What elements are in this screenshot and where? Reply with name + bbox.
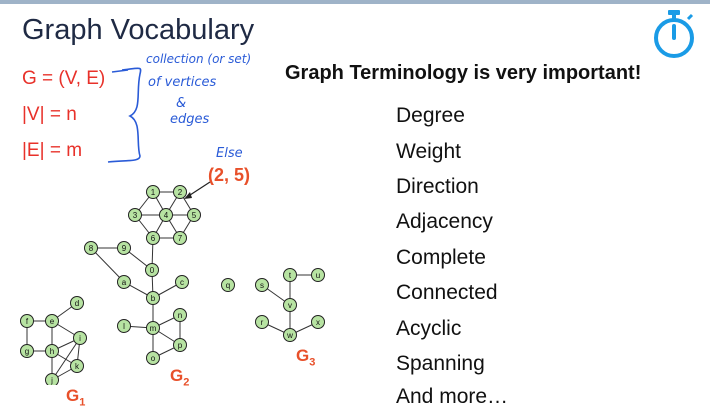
definition-edge-count: |E| = m bbox=[22, 140, 83, 161]
graph-node bbox=[147, 292, 160, 305]
graph-node bbox=[146, 264, 159, 277]
svg-text:h: h bbox=[49, 347, 55, 356]
annotation-of-vertices: of vertices bbox=[148, 75, 217, 90]
edge-pair-label: (2, 5) bbox=[208, 165, 251, 185]
top-rule bbox=[0, 0, 710, 4]
svg-text:7: 7 bbox=[177, 234, 183, 243]
graph-node bbox=[46, 315, 59, 328]
annotation-edges: edges bbox=[170, 112, 210, 127]
graph-node bbox=[46, 374, 59, 386]
svg-text:8: 8 bbox=[88, 244, 94, 253]
graph-node bbox=[176, 276, 189, 289]
graph-node bbox=[147, 352, 160, 365]
svg-text:b: b bbox=[150, 294, 156, 303]
term-complete: Complete bbox=[396, 246, 486, 269]
graph-node bbox=[222, 279, 235, 292]
graph-node bbox=[46, 345, 59, 358]
svg-text:g: g bbox=[24, 347, 30, 356]
graph-node bbox=[312, 316, 325, 329]
graph-label-g3: $G_3$ bbox=[296, 346, 316, 369]
svg-text:2: 2 bbox=[177, 188, 183, 197]
graph-node bbox=[74, 332, 87, 345]
graph-node bbox=[160, 209, 173, 222]
term-adjacency: Adjacency bbox=[396, 210, 493, 233]
term-spanning: Spanning bbox=[396, 352, 485, 375]
graph-node bbox=[71, 297, 84, 310]
svg-text:3: 3 bbox=[132, 211, 138, 220]
svg-text:4: 4 bbox=[163, 211, 169, 220]
graph-node bbox=[174, 186, 187, 199]
svg-text:6: 6 bbox=[150, 234, 156, 243]
annotation-else: Else bbox=[216, 146, 243, 161]
stopwatch-icon bbox=[651, 9, 697, 59]
svg-text:x: x bbox=[316, 318, 320, 327]
term-acyclic: Acyclic bbox=[396, 317, 462, 340]
svg-text:t: t bbox=[288, 271, 292, 280]
slide-title: Graph Vocabulary bbox=[22, 14, 255, 46]
svg-text:j: j bbox=[51, 376, 53, 385]
svg-text:w: w bbox=[287, 331, 293, 340]
graph-edge bbox=[91, 248, 124, 282]
svg-text:o: o bbox=[150, 354, 156, 363]
graph-node bbox=[188, 209, 201, 222]
graph-node bbox=[284, 269, 297, 282]
svg-text:a: a bbox=[121, 278, 127, 287]
graph-node bbox=[71, 360, 84, 373]
graph-label-g2: $G_2$ bbox=[170, 366, 190, 389]
slide-subtitle: Graph Terminology is very important! bbox=[285, 62, 642, 84]
graph-node bbox=[174, 339, 187, 352]
graph-node bbox=[129, 209, 142, 222]
graph-node bbox=[256, 279, 269, 292]
svg-text:0: 0 bbox=[149, 266, 155, 275]
svg-text:v: v bbox=[288, 301, 292, 310]
graph-node bbox=[21, 345, 34, 358]
graph-node bbox=[147, 322, 160, 335]
svg-text:s: s bbox=[260, 281, 264, 290]
annotation-collection: collection (or set) bbox=[146, 52, 252, 66]
svg-text:d: d bbox=[74, 299, 80, 308]
graph-node bbox=[174, 309, 187, 322]
svg-text:c: c bbox=[180, 278, 184, 287]
graph-node bbox=[312, 269, 325, 282]
annotation-ampersand: & bbox=[176, 96, 187, 111]
svg-text:u: u bbox=[315, 271, 321, 280]
svg-text:1: 1 bbox=[150, 188, 156, 197]
graph-node bbox=[118, 242, 131, 255]
term-direction: Direction bbox=[396, 175, 479, 198]
svg-text:9: 9 bbox=[121, 244, 127, 253]
definition-vertex-count: |V| = n bbox=[22, 104, 77, 125]
graph-node bbox=[256, 316, 269, 329]
graph-node bbox=[118, 276, 131, 289]
graph-node bbox=[284, 299, 297, 312]
graph-node bbox=[284, 329, 297, 342]
graphs-illustration bbox=[0, 170, 340, 385]
graph-label-g1: $G_1$ bbox=[66, 386, 86, 409]
term-weight: Weight bbox=[396, 140, 461, 163]
svg-text:k: k bbox=[75, 362, 79, 371]
graph-node bbox=[118, 320, 131, 333]
svg-text:m: m bbox=[149, 324, 157, 333]
svg-text:f: f bbox=[25, 317, 29, 326]
svg-text:e: e bbox=[49, 317, 55, 326]
svg-text:n: n bbox=[177, 311, 183, 320]
graph-node bbox=[85, 242, 98, 255]
term-and-more: And more… bbox=[396, 385, 509, 408]
svg-text:r: r bbox=[260, 318, 264, 327]
graph-node bbox=[147, 232, 160, 245]
handwritten-brace bbox=[100, 52, 160, 167]
graph-node bbox=[147, 186, 160, 199]
definition-graph: G = (V, E) bbox=[22, 68, 106, 89]
svg-text:q: q bbox=[225, 281, 231, 290]
term-degree: Degree bbox=[396, 104, 465, 127]
svg-text:p: p bbox=[177, 341, 183, 350]
graph-node bbox=[174, 232, 187, 245]
svg-text:l: l bbox=[123, 322, 125, 331]
svg-text:i: i bbox=[79, 334, 81, 343]
svg-text:5: 5 bbox=[191, 211, 197, 220]
term-connected: Connected bbox=[396, 281, 498, 304]
graph-node bbox=[21, 315, 34, 328]
